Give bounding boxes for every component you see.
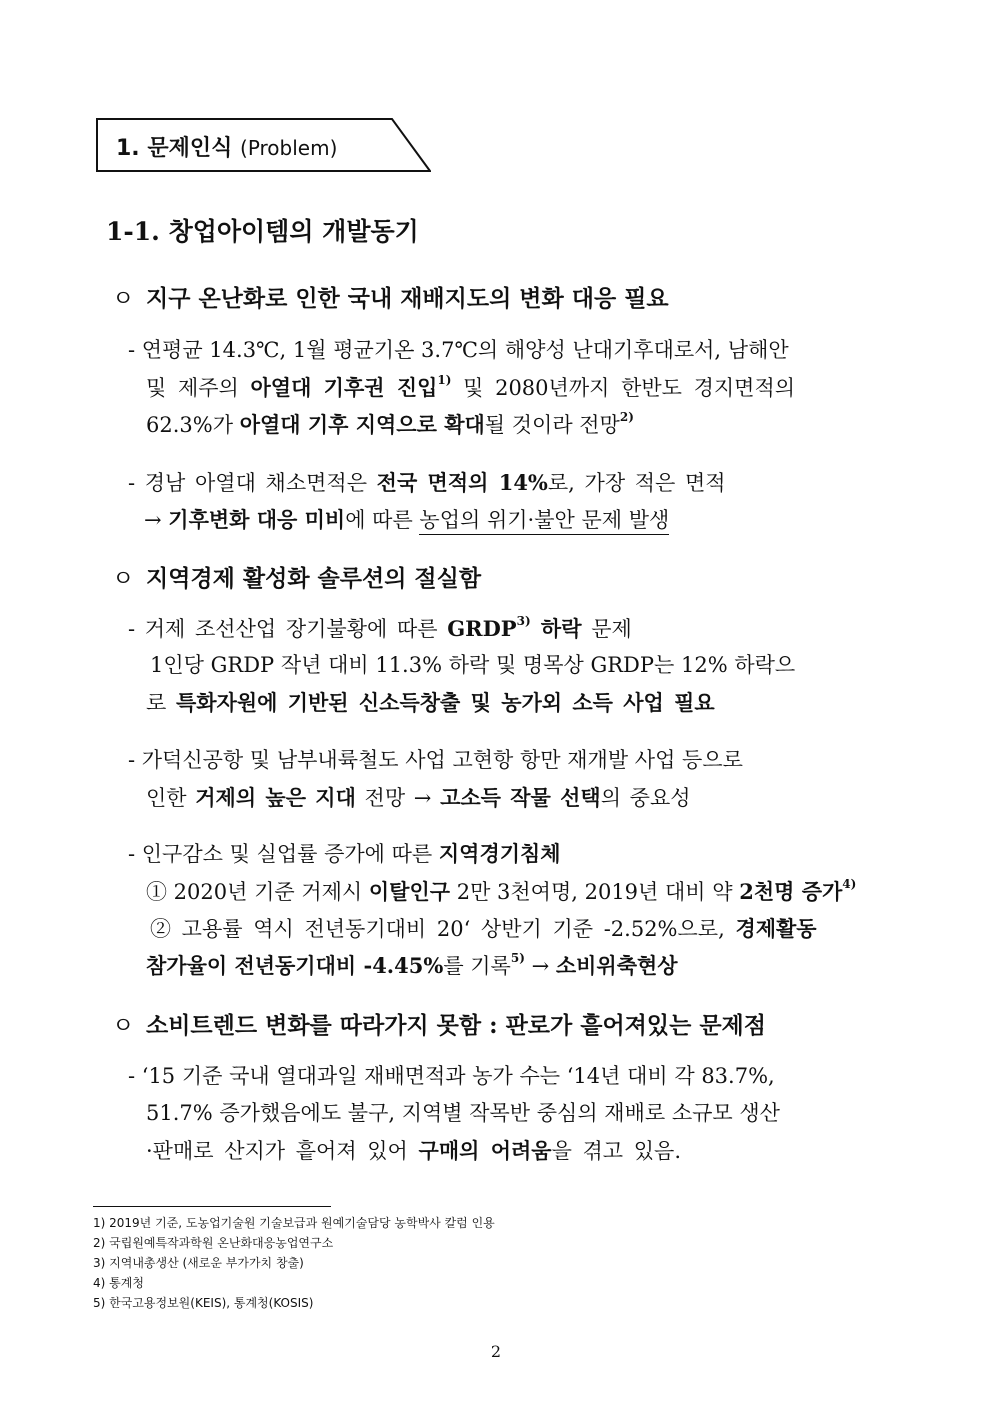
text: - 가덕신공항 및 남부내륙철도 사업 고현항 항만 재개발 사업 등으로 [128, 748, 743, 772]
s1-p1-line1 [128, 340, 898, 361]
s1-p2-line1 [128, 472, 726, 494]
s3-p1-line1 [128, 1066, 898, 1087]
emphasis: 구매의 어려움 [418, 1138, 552, 1163]
emphasis: GRDP [447, 616, 517, 641]
text: 2만 3천여명, 2019년 대비 약 [450, 880, 740, 904]
footnote-4: 4) 통계청 [93, 1276, 144, 1290]
text: - 경남 아열대 채소면적은 [128, 471, 377, 495]
text: ·판매로 산지가 흩어져 있어 [146, 1139, 419, 1163]
footnote-ref: 1) [437, 373, 452, 387]
underlined-text: 농업의 위기·불안 문제 발생 [419, 508, 669, 535]
s2-p3-line1 [128, 843, 561, 865]
section2-heading-text: 지역경제 활성화 솔루션의 절실함 [146, 565, 482, 592]
arrow: → [144, 508, 169, 532]
emphasis: 경제활동 [735, 916, 817, 941]
text: - 거제 조선산업 장기불황에 따른 [128, 617, 448, 641]
text: 및 2080년까지 한반도 경지면적의 [451, 376, 796, 400]
text: 로 [146, 691, 176, 715]
text: 및 제주의 [146, 376, 251, 400]
footnote-ref: 2) [619, 410, 634, 424]
footnote-2: 2) 국립원예특작과학원 온난화대응농업연구소 [93, 1236, 334, 1250]
text: 을 겪고 있음. [551, 1139, 682, 1163]
s2-p1-line3 [146, 692, 715, 714]
section3-heading [112, 1007, 766, 1040]
footnote-3: 3) 지역내총생산 (새로운 부가가치 창출) [93, 1256, 304, 1270]
emphasis: 기후변화 대응 미비 [168, 507, 346, 532]
footnote-1: 1) 2019년 기준, 도농업기술원 기술보급과 원예기술담당 농학박사 칼럼 인용 [93, 1216, 495, 1230]
s1-p1-line3 [146, 410, 634, 437]
bullet-icon: ㅇ [112, 1013, 135, 1039]
text: 를 기록 [443, 954, 511, 978]
text: 62.3%가 [146, 413, 240, 437]
subsection-title: 1-1. 창업아이템의 개발동기 [106, 217, 419, 246]
s2-p1-line2 [150, 655, 898, 676]
text: 1인당 GRDP 작년 대비 11.3% 하락 및 명목상 GRDP는 12% 하락으 [150, 653, 796, 677]
section-title-english: (Problem) [240, 136, 338, 160]
bullet-icon: ㅇ [112, 566, 135, 592]
footnote-5: 5) 한국고용정보원(KEIS), 통계청(KOSIS) [93, 1296, 314, 1310]
section-title-box [96, 118, 431, 172]
s2-p3-line3 [150, 918, 817, 940]
s3-p1-line3 [146, 1140, 681, 1162]
s2-p2-line2 [146, 787, 691, 809]
text: 로, 가장 적은 면적 [547, 471, 726, 495]
emphasis: 하락 [530, 616, 582, 641]
s2-p2-line1 [128, 750, 898, 771]
text: ① 2020년 기준 거제시 [146, 880, 369, 904]
s2-p3-line4 [146, 951, 678, 978]
section1-heading-text: 지구 온난화로 인한 국내 재배지도의 변화 대응 필요 [146, 285, 669, 312]
section3-heading-text: 소비트렌드 변화를 따라가지 못함 : 판로가 흩어져있는 문제점 [146, 1012, 766, 1039]
emphasis: 거제의 높은 지대 [195, 785, 356, 810]
s2-p1-line1 [128, 614, 632, 641]
emphasis: 아열대 기후권 진입 [250, 375, 438, 400]
emphasis: 고소득 작물 선택 [440, 785, 601, 810]
s1-p2-line2 [144, 509, 669, 531]
text: ② 고용률 역시 전년동기대비 20‘ 상반기 기준 -2.52%으로, [150, 917, 736, 941]
bullet-icon: ㅇ [112, 286, 135, 312]
emphasis: 이탈인구 [368, 879, 451, 904]
footnote-ref: 4) [842, 877, 857, 891]
page-number: 2 [490, 1342, 502, 1361]
footnote-divider [93, 1206, 331, 1207]
text: - 인구감소 및 실업률 증가에 따른 [128, 842, 439, 866]
s1-p1-line2 [146, 373, 796, 400]
emphasis: 2천명 증가 [739, 879, 843, 904]
text: 51.7% 증가했음에도 불구, 지역별 작목반 중심의 재배로 소규모 생산 [146, 1101, 780, 1125]
text: 의 중요성 [600, 786, 691, 810]
footnote-ref: 3) [516, 614, 531, 628]
arrow: → [524, 954, 556, 978]
section-title-number: 1. 문제인식 [116, 136, 233, 161]
footnote-ref: 5) [510, 951, 525, 965]
text: 에 따른 [345, 508, 420, 532]
text: 인한 [146, 786, 196, 810]
section-title [116, 131, 337, 162]
emphasis: 아열대 기후 지역으로 확대 [239, 412, 485, 437]
s2-p3-line2 [146, 877, 857, 904]
text: 전망 → [355, 786, 441, 810]
text: 문제 [581, 617, 632, 641]
emphasis: 전국 면적의 14% [376, 470, 548, 495]
emphasis: 특화자원에 기반된 신소득창출 및 농가외 소득 사업 필요 [175, 690, 715, 715]
text: 될 것이라 전망 [484, 413, 620, 437]
s3-p1-line2 [146, 1103, 898, 1124]
section1-heading [112, 280, 669, 313]
emphasis: 소비위축현상 [555, 953, 678, 978]
text: - ‘15 기준 국내 열대과일 재배면적과 농가 수는 ‘14년 대비 각 83.7%, [128, 1064, 775, 1088]
s1-p1-l1-text: - 연평균 14.3℃, 1월 평균기온 3.7℃의 해양성 난대기후대로서, 남해안 [128, 338, 789, 362]
section2-heading [112, 560, 481, 593]
emphasis: 참가율이 전년동기대비 -4.45% [146, 953, 444, 978]
emphasis: 지역경기침체 [438, 841, 561, 866]
